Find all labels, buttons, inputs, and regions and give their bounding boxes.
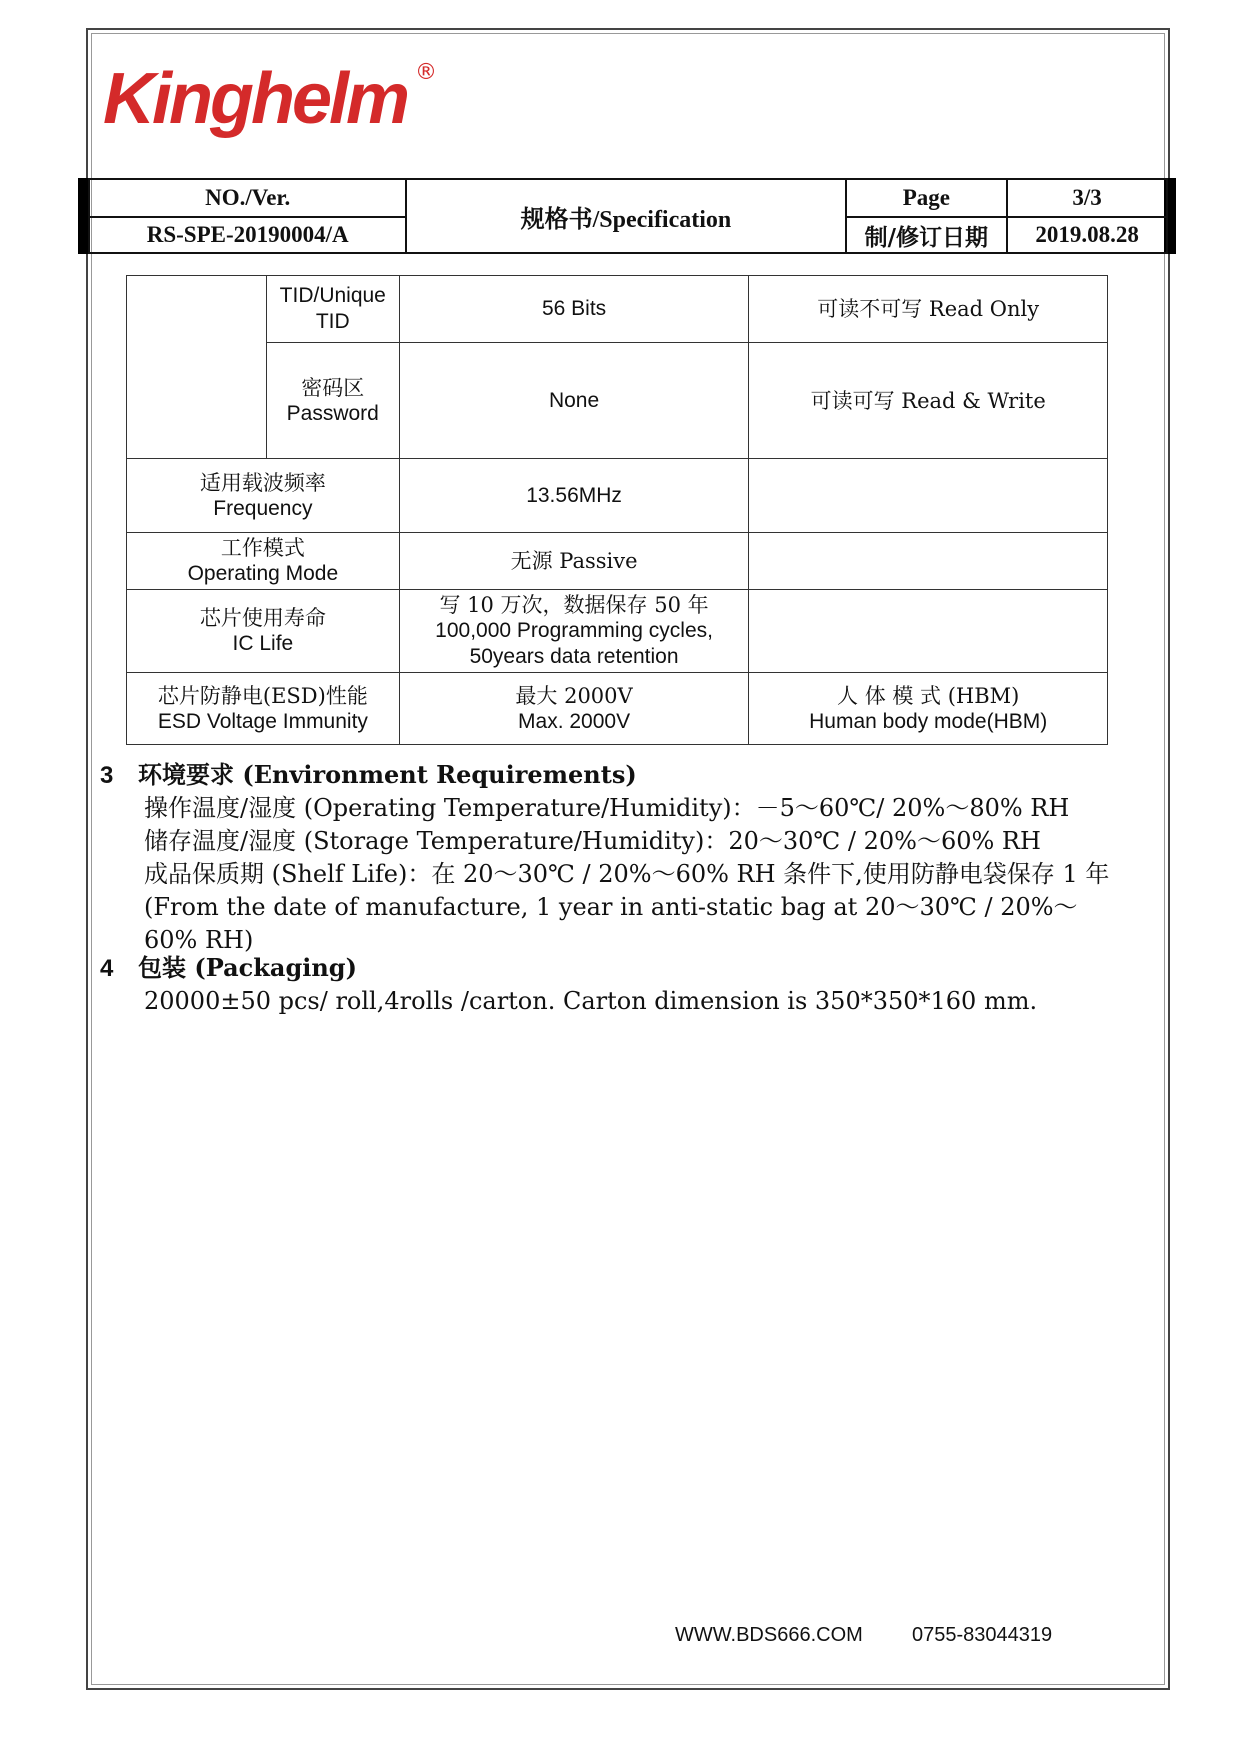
section-packaging-heading	[100, 951, 1120, 985]
password-label-line1: 密码区	[301, 375, 365, 400]
password-label-line2: Password	[286, 401, 379, 425]
esd-label	[127, 673, 400, 745]
memory-group-cell	[127, 276, 267, 459]
ic-life-label	[127, 590, 400, 673]
tid-label	[266, 276, 399, 343]
ic-life-label-line1: 芯片使用寿命	[199, 606, 326, 630]
no-ver-label: NO./Ver.	[89, 179, 406, 217]
password-access: 可读可写 Read & Write	[749, 343, 1108, 459]
table-row	[127, 343, 1108, 459]
packaging-detail: 20000±50 pcs/ roll,4rolls /carton. Carton dimension is 350*350*160 mm.	[144, 987, 1038, 1015]
operating-mode-label-line1: 工作模式	[220, 536, 305, 560]
section-number: 4	[100, 955, 114, 982]
ic-life-value-line3: 50years data retention	[469, 645, 679, 668]
esd-note-line1: 人 体 模 式 (HBM)	[837, 683, 1020, 708]
storage-temp-line: 储存温度/湿度 (Storage Temperature/Humidity)：20～30℃ / 20%～60% RH	[144, 827, 1041, 855]
document-title: 规格书/Specification	[406, 179, 845, 253]
esd-note-line2: Human body mode(HBM)	[809, 709, 1048, 733]
esd-value-line1: 最大 2000V	[515, 683, 633, 708]
frequency-label-line1: 适用载波频率	[199, 470, 326, 495]
operating-mode-label	[127, 533, 400, 590]
page-number: 3/3	[1007, 179, 1167, 217]
ic-life-value	[399, 590, 749, 673]
operating-temp-line: 操作温度/湿度 (Operating Temperature/Humidity)：－5～60℃/ 20%～80% RH	[144, 794, 1070, 822]
document-header-table	[88, 178, 1168, 254]
ic-life-value-line1: 写 10 万次，数据保存 50 年	[439, 593, 709, 617]
tid-label-line2: TID	[315, 310, 350, 333]
frequency-label-line2: Frequency	[213, 496, 313, 520]
esd-note	[749, 673, 1108, 745]
frequency-note	[749, 459, 1108, 533]
revision-date: 2019.08.28	[1007, 217, 1167, 253]
table-row	[127, 673, 1108, 745]
frequency-label	[127, 459, 400, 533]
table-row	[127, 459, 1108, 533]
ic-life-value-line2: 100,000 Programming cycles,	[435, 619, 713, 642]
registered-mark: ®	[415, 60, 437, 85]
section-environment	[100, 758, 1120, 957]
esd-label-line1: 芯片防静电(ESD)性能	[157, 683, 368, 708]
tid-label-line1: TID/Unique	[279, 284, 386, 307]
operating-mode-value: 无源 Passive	[399, 533, 749, 590]
page-label: Page	[846, 179, 1008, 217]
shelf-life-note: (From the date of manufacture, 1 year in anti-static bag at 20～30℃ / 20%～60% RH)	[144, 893, 1078, 954]
password-value: None	[399, 343, 749, 459]
kinghelm-logo: Kinghelm	[103, 59, 408, 139]
specification-table	[126, 275, 1108, 745]
section-title: 环境要求 (Environment Requirements)	[138, 760, 637, 789]
operating-mode-note	[749, 533, 1108, 590]
section-packaging	[100, 951, 1120, 1018]
table-row	[127, 590, 1108, 673]
esd-value-line2: Max. 2000V	[518, 709, 631, 733]
revision-date-label: 制/修订日期	[846, 217, 1008, 253]
frequency-value: 13.56MHz	[399, 459, 749, 533]
esd-label-line2: ESD Voltage Immunity	[157, 709, 368, 733]
section-title: 包装 (Packaging)	[138, 953, 357, 982]
section-environment-heading	[100, 758, 1120, 792]
footer-phone: 0755-83044319	[912, 1624, 1053, 1646]
esd-value	[399, 673, 749, 745]
footer-website: WWW.BDS666.COM	[675, 1624, 863, 1646]
operating-mode-label-line2: Operating Mode	[187, 562, 339, 585]
ic-life-note	[749, 590, 1108, 673]
password-label	[266, 343, 399, 459]
tid-access: 可读不可写 Read Only	[749, 276, 1108, 343]
document-number: RS-SPE-20190004/A	[89, 217, 406, 253]
ic-life-label-line2: IC Life	[232, 632, 294, 655]
shelf-life-line: 成品保质期 (Shelf Life)：在 20～30℃ / 20%～60% RH 条件下,使用防静电袋保存 1 年	[144, 860, 1110, 888]
table-row	[127, 276, 1108, 343]
tid-value: 56 Bits	[399, 276, 749, 343]
table-row	[127, 533, 1108, 590]
section-number: 3	[100, 762, 114, 789]
